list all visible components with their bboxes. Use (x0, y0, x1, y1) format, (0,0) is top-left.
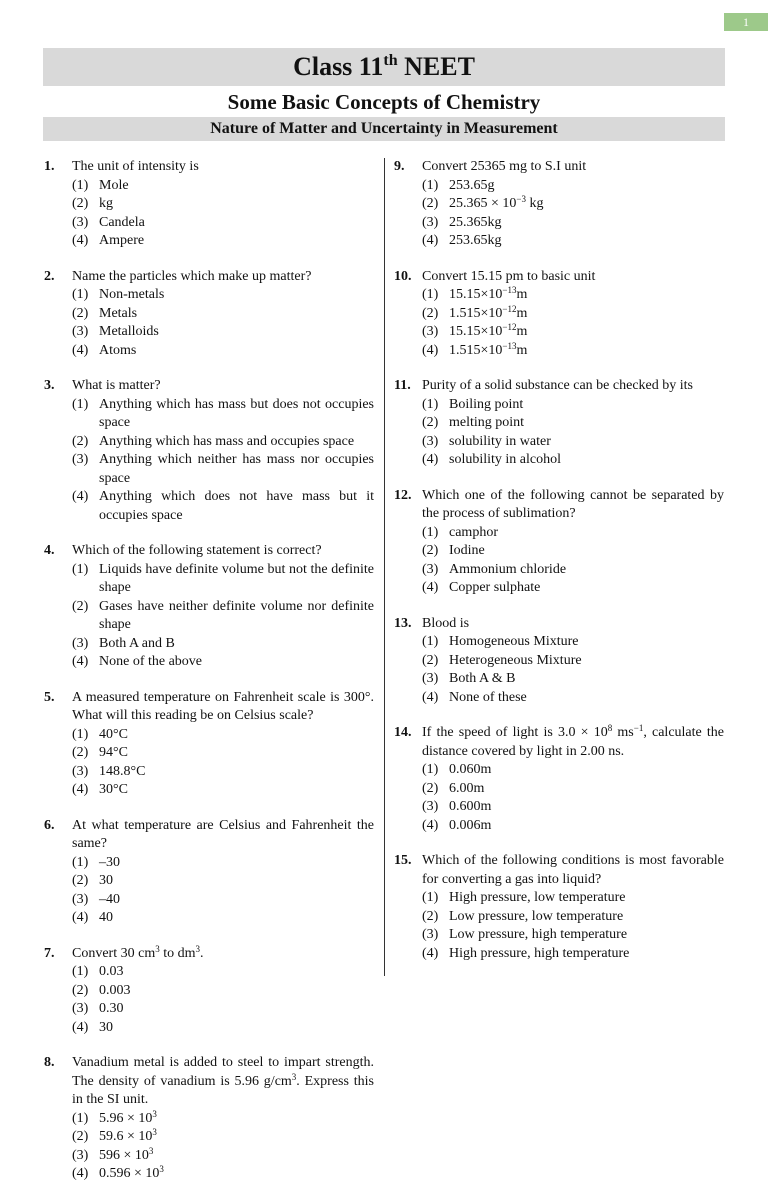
option-item (72, 177, 224, 196)
option-text: High pressure, low temperature (449, 890, 626, 905)
option-item (72, 909, 224, 928)
question-number: 11. (394, 378, 411, 393)
question-text: If the speed of light is $3.0 \times 10^8$ $ms^{-1}$, calculate the distance covered by light in 2.00 ns. (422, 723, 725, 759)
question-number: 14. (394, 725, 412, 740)
option-text: Copper sulphate (449, 580, 541, 595)
option-text: Non-metals (99, 287, 165, 302)
options-list (72, 726, 374, 800)
option-text: Anything which does not have mass but it occupies space (99, 489, 374, 523)
option-number: (2) (72, 1129, 89, 1144)
option-text: –40 (99, 891, 120, 907)
title-prefix: Class 11 (293, 52, 384, 81)
right-question-column (394, 158, 724, 963)
option-number: (3) (422, 799, 439, 814)
option-item (422, 524, 724, 543)
option-number: (1) (72, 726, 89, 742)
question-number: 6. (44, 817, 55, 833)
option-number: (3) (72, 324, 89, 339)
option-text: 40°C (99, 726, 128, 742)
option-text: $5.96 \times 10^3$ (99, 1108, 157, 1126)
option-number: (4) (72, 233, 89, 248)
question-text: Convert 15.15 pm to basic unit (422, 268, 596, 284)
option-item (72, 342, 224, 361)
option-item (72, 195, 224, 214)
question-text: Which of the following conditions is most favorable for converting a gas into liquid? (422, 853, 724, 887)
options-list (422, 633, 724, 707)
option-text: $0.596 \times 10^3$ (99, 1164, 164, 1181)
question-item (44, 158, 374, 251)
question-item (44, 945, 374, 1038)
option-number: (1) (72, 854, 89, 870)
option-text: Anything which neither has mass nor occupies space (99, 452, 374, 486)
option-text: solubility in water (449, 433, 551, 449)
option-text: Liquids have definite volume but not the definite shape (99, 561, 374, 595)
option-text: kg (99, 196, 113, 211)
question-item (394, 615, 724, 708)
option-text: 0.006m (449, 817, 492, 833)
option-number: (2) (72, 305, 89, 321)
options-list (422, 286, 724, 360)
question-text: Vanadium metal is added to steel to impart strength. The density of vanadium is 5.96 $g/cm^3$. Express this in the SI unit. (72, 1055, 374, 1107)
option-number: (3) (422, 214, 439, 230)
option-item (72, 396, 374, 433)
option-number: (1) (72, 287, 89, 302)
option-number: (4) (72, 1019, 89, 1035)
option-text: Low pressure, high temperature (449, 927, 628, 942)
left-question-column (44, 158, 374, 1184)
option-number: (3) (72, 452, 89, 467)
option-item (72, 982, 224, 1001)
question-text: Which of the following statement is correct? (72, 543, 322, 558)
option-text: Both A and B (99, 635, 175, 651)
question-number: 10. (394, 268, 412, 284)
option-text: Metalloids (99, 324, 159, 339)
option-number: (4) (72, 342, 89, 358)
option-text: 30 (99, 873, 113, 888)
option-item (422, 579, 724, 598)
option-item (422, 433, 724, 452)
option-number: (3) (422, 927, 439, 942)
option-item (72, 1000, 224, 1019)
option-text: Ampere (99, 233, 145, 248)
question-text: At what temperature are Celsius and Fahrenheit the same? (72, 817, 374, 851)
options-list (422, 396, 724, 470)
option-item (422, 542, 724, 561)
option-item (72, 744, 224, 763)
question-number: 13. (394, 615, 412, 631)
options-list (422, 524, 724, 598)
options-list (422, 761, 724, 835)
question-text: Convert 25365 mg to S.I unit (422, 159, 587, 174)
option-text: 6.00m (449, 780, 485, 796)
option-text: Anything which has mass and occupies space (99, 433, 355, 449)
option-item (422, 414, 724, 433)
column-divider (384, 158, 385, 976)
option-item (422, 177, 724, 196)
option-item (72, 214, 224, 233)
option-item (72, 635, 374, 654)
option-number: (2) (72, 196, 89, 211)
question-number: 9. (394, 159, 405, 174)
question-text: Name the particles which make up matter? (72, 268, 312, 284)
question-item (44, 1054, 374, 1184)
option-text: 30°C (99, 782, 128, 797)
option-text: 148.8°C (99, 763, 146, 779)
option-item (72, 726, 224, 745)
option-number: (1) (422, 177, 439, 193)
question-item (394, 852, 724, 963)
option-text: Metals (99, 305, 138, 321)
option-item (72, 781, 224, 800)
option-number: (3) (422, 671, 439, 686)
option-text: High pressure, high temperature (449, 945, 630, 961)
options-list (72, 963, 374, 1037)
option-item (72, 963, 224, 982)
option-number: (2) (72, 745, 89, 760)
option-number: (4) (72, 782, 89, 797)
option-text: $1.515\times 10^{-13}m$ (449, 340, 528, 358)
question-text: A measured temperature on Fahrenheit scale is 300°. What will this reading be on Celsius scale? (72, 689, 374, 723)
question-number: 7. (44, 945, 55, 961)
question-item (394, 268, 724, 361)
option-item (72, 598, 374, 635)
option-item (422, 761, 574, 780)
option-item (422, 232, 724, 251)
option-number: (4) (422, 580, 439, 595)
option-item (72, 433, 374, 452)
option-item (422, 561, 724, 580)
option-text: Low pressure, low temperature (449, 908, 624, 924)
option-item (72, 1147, 224, 1166)
options-list (72, 286, 374, 360)
option-item (72, 872, 224, 891)
options-list (72, 1110, 374, 1184)
option-number: (4) (72, 1166, 89, 1181)
question-text: The unit of intensity is (72, 159, 199, 174)
option-number: (3) (72, 1001, 89, 1016)
option-text: None of the above (99, 654, 203, 669)
option-number: (2) (72, 873, 89, 888)
option-number: (3) (422, 433, 439, 449)
option-item (422, 908, 724, 927)
option-item (422, 817, 574, 836)
option-item (422, 945, 724, 964)
option-number: (4) (422, 233, 439, 248)
option-number: (1) (422, 762, 439, 777)
option-item (72, 451, 374, 488)
option-text: camphor (449, 524, 498, 540)
question-number: 1. (44, 159, 55, 174)
option-item (422, 286, 724, 305)
question-item (394, 377, 724, 470)
option-item (72, 323, 224, 342)
option-text: 30 (99, 1019, 113, 1035)
option-number: (1) (422, 634, 439, 649)
question-text: Which one of the following cannot be separated by the process of sublimation? (422, 487, 724, 521)
option-text: 0.30 (99, 1001, 124, 1016)
option-item (422, 396, 724, 415)
option-number: (2) (422, 908, 439, 924)
option-number: (1) (422, 396, 439, 412)
option-text: 0.03 (99, 964, 124, 979)
option-item (422, 689, 724, 708)
option-item (422, 195, 724, 214)
question-item (44, 689, 374, 800)
option-number: (4) (72, 910, 89, 925)
option-text: Gases have neither definite volume nor definite shape (99, 598, 374, 632)
option-item (72, 1165, 224, 1184)
question-item (394, 487, 724, 598)
option-number: (2) (422, 543, 439, 558)
option-text: 94°C (99, 745, 128, 760)
option-item (422, 889, 724, 908)
option-number: (3) (72, 1147, 89, 1163)
options-list (422, 177, 724, 251)
option-text: –30 (99, 854, 120, 870)
option-item (422, 670, 724, 689)
option-number: (3) (72, 763, 89, 779)
option-text: melting point (449, 415, 525, 430)
question-item (44, 377, 374, 525)
option-item (422, 780, 574, 799)
title-superscript: th (383, 52, 398, 69)
options-list (72, 177, 374, 251)
option-number: (4) (422, 689, 439, 705)
question-text: Purity of a solid substance can be checked by its (422, 378, 693, 393)
chapter-title: Some Basic Concepts of Chemistry (227, 90, 541, 114)
option-text: $1.515\times 10^{-12}m$ (449, 303, 528, 321)
option-text: $15.15\times 10^{-13}m$ (449, 285, 528, 302)
option-text: Atoms (99, 342, 137, 358)
option-text: Homogeneous Mixture (449, 634, 579, 649)
option-item (72, 561, 374, 598)
option-text: $25.365 \times 10^{-3}$ kg (449, 194, 544, 211)
option-text: 0.600m (449, 799, 492, 814)
option-item (72, 488, 374, 525)
option-number: (1) (422, 287, 439, 302)
option-number: (2) (422, 305, 439, 321)
option-item (422, 214, 724, 233)
option-text: Ammonium chloride (449, 561, 567, 577)
question-item (44, 542, 374, 672)
option-number: (1) (72, 177, 89, 193)
option-item (72, 232, 224, 251)
question-number: 2. (44, 268, 55, 284)
option-number: (3) (72, 214, 89, 230)
title-suffix: NEET (397, 52, 475, 81)
option-number: (1) (72, 561, 89, 577)
page-number-badge: 1 (724, 13, 768, 31)
option-item (72, 305, 224, 324)
option-text: Mole (99, 177, 129, 193)
option-item (422, 652, 724, 671)
option-number: (3) (422, 324, 439, 339)
section-title: Nature of Matter and Uncertainty in Measurement (43, 117, 725, 141)
option-text: Heterogeneous Mixture (449, 652, 582, 668)
options-list (422, 889, 724, 963)
option-number: (4) (422, 342, 439, 358)
options-list (72, 561, 374, 672)
option-number: (2) (422, 196, 439, 211)
question-item (394, 724, 724, 835)
option-text: Candela (99, 214, 145, 230)
option-text: Both A & B (449, 671, 516, 686)
option-item (72, 1128, 224, 1147)
question-text: Convert 30 $cm^3$ to $dm^3$. (72, 943, 204, 961)
question-text: What is matter? (72, 378, 161, 393)
option-number: (3) (422, 561, 439, 577)
option-item (72, 763, 224, 782)
option-text: $596 \times 10^3$ (99, 1145, 154, 1163)
option-number: (1) (422, 890, 439, 905)
option-number: (2) (422, 652, 439, 668)
option-number: (3) (72, 891, 89, 907)
option-number: (2) (422, 415, 439, 430)
option-number: (4) (422, 452, 439, 467)
option-item (72, 891, 224, 910)
question-text: Blood is (422, 615, 470, 631)
option-number: (2) (72, 982, 89, 998)
question-number: 3. (44, 378, 55, 393)
option-number: (2) (422, 780, 439, 796)
option-number: (1) (72, 1110, 89, 1126)
option-number: (3) (72, 635, 89, 651)
option-item (422, 451, 724, 470)
option-number: (1) (72, 964, 89, 979)
question-number: 15. (394, 853, 412, 868)
option-item (422, 342, 724, 361)
question-item (394, 158, 724, 251)
option-item (422, 798, 574, 817)
option-text: 253.65kg (449, 233, 502, 248)
option-text: 0.003 (99, 982, 131, 998)
options-list (72, 396, 374, 526)
option-item (422, 323, 724, 342)
option-number: (4) (422, 945, 439, 961)
option-text: Iodine (449, 543, 485, 558)
option-number: (1) (72, 396, 89, 412)
option-text: 253.65g (449, 177, 495, 193)
option-item (72, 1019, 224, 1038)
question-item (44, 817, 374, 928)
option-number: (4) (422, 817, 439, 833)
question-number: 8. (44, 1055, 55, 1070)
option-item (72, 653, 374, 672)
option-text: 0.060m (449, 762, 492, 777)
option-item (422, 633, 724, 652)
option-text: $15.15\times 10^{-12}m$ (449, 322, 528, 339)
option-item (422, 926, 724, 945)
option-text: Boiling point (449, 396, 524, 412)
question-number: 4. (44, 543, 55, 558)
option-text: 25.365kg (449, 214, 502, 230)
option-number: (1) (422, 524, 439, 540)
option-number: (2) (72, 433, 89, 449)
option-item (422, 305, 724, 324)
option-text: Anything which has mass but does not occupies space (99, 396, 374, 430)
options-list (72, 854, 374, 928)
option-text: None of these (449, 689, 527, 705)
option-number: (4) (72, 654, 89, 669)
option-text: $59.6 \times 10^3$ (99, 1127, 157, 1144)
question-number: 12. (394, 487, 412, 503)
option-text: 40 (99, 910, 113, 925)
option-text: solubility in alcohol (449, 452, 561, 467)
option-item (72, 1110, 224, 1129)
question-item (44, 268, 374, 361)
option-item (72, 286, 224, 305)
option-number: (4) (72, 489, 89, 504)
option-item (72, 854, 224, 873)
page-title (43, 48, 725, 86)
question-number: 5. (44, 689, 55, 705)
option-number: (2) (72, 598, 89, 614)
